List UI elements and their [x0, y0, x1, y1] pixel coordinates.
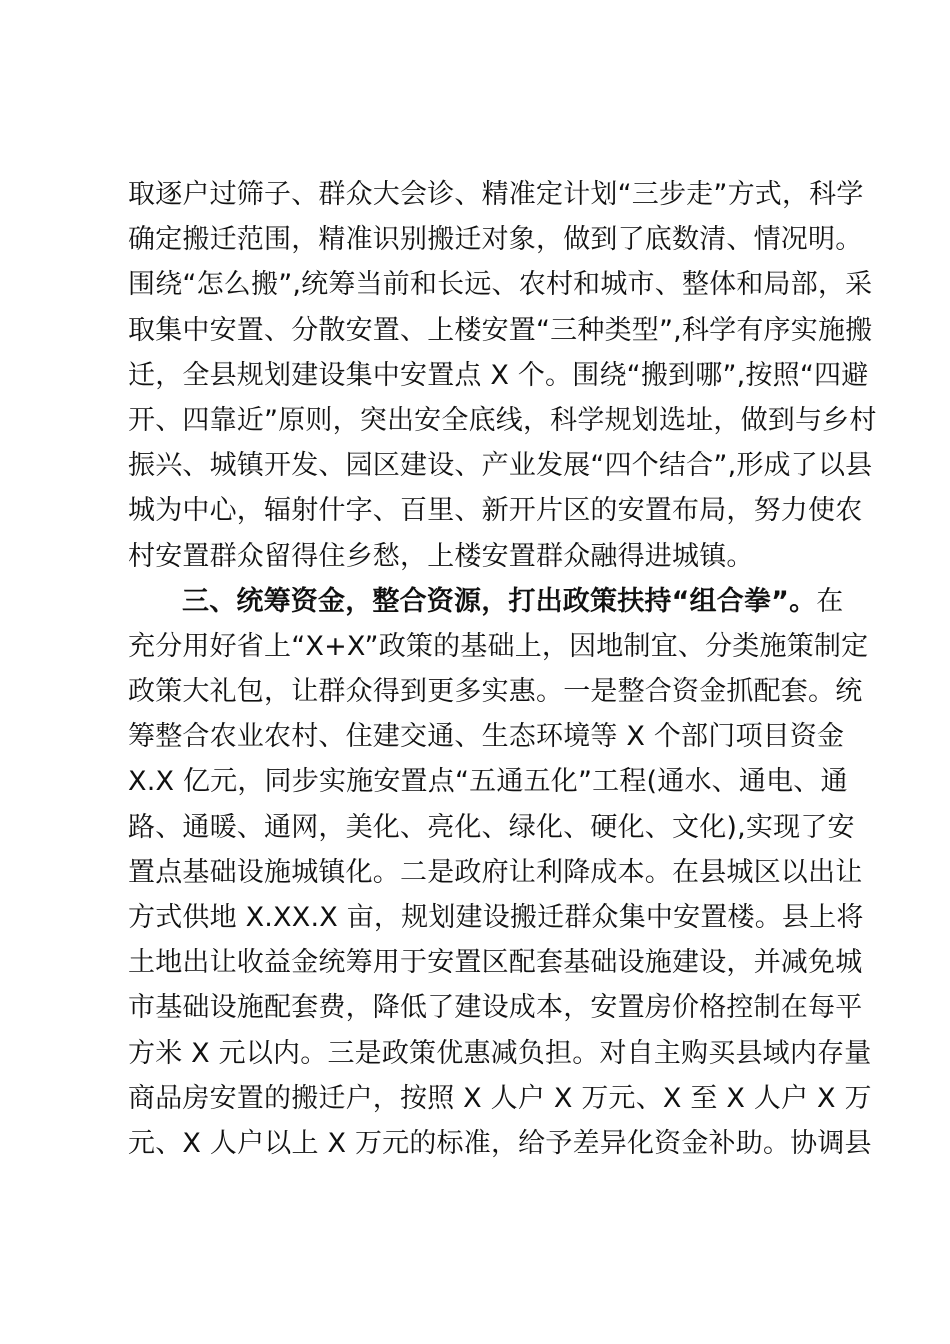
paragraph-line: 土地出让收益金统筹用于安置区配套基础设施建设，并减免城 [128, 947, 863, 979]
paragraph-line: 村安置群众留得住乡愁，上楼安置群众融得进城镇。 [128, 540, 754, 572]
paragraph-line: 取逐户过筛子、群众大会诊、精准定计划“三步走”方式，科学 [128, 179, 864, 210]
paragraph-line: 筹整合农业农村、住建交通、生态环境等 X 个部门项目资金 [128, 721, 845, 753]
section-heading-line [128, 579, 844, 624]
paragraph-line: 取集中安置、分散安置、上楼安置“三种类型”,科学有序实施搬 [128, 314, 873, 346]
paragraph-line: 迁，全县规划建设集中安置点 X 个。围绕“搬到哪”,按照“四避 [128, 359, 869, 391]
paragraph-line: X.X 亿元，同步实施安置点“五通五化”工程(通水、通电、通 [128, 766, 848, 798]
paragraph-line: 置点基础设施城镇化。二是政府让利降成本。在县城区以出让 [128, 856, 863, 888]
paragraph-line: 开、四靠近”原则，突出安全底线，科学规划选址，做到与乡村 [128, 404, 877, 436]
body-text [128, 172, 877, 1166]
paragraph-line: 确定搬迁范围，精准识别搬迁对象，做到了底数清、情况明。 [128, 224, 863, 256]
paragraph-line: 围绕“怎么搬”,统筹当前和长远、农村和城市、整体和局部，采 [128, 269, 873, 301]
paragraph-line: 城为中心，辐射什字、百里、新开片区的安置布局，努力使农 [128, 495, 863, 527]
paragraph-line: 方米 X 元以内。三是政策优惠减负担。对自主购买县域内存量 [128, 1037, 872, 1069]
paragraph-line: 振兴、城镇开发、园区建设、产业发展“四个结合”,形成了以县 [128, 450, 873, 482]
paragraph-line: 政策大礼包，让群众得到更多实惠。一是整合资金抓配套。统 [128, 676, 863, 708]
paragraph-line: 方式供地 X.XX.X 亩，规划建设搬迁群众集中安置楼。县上将 [128, 902, 864, 933]
paragraph-line: 商品房安置的搬迁户，按照 X 人户 X 万元、X 至 X 人户 X 万 [128, 1082, 872, 1114]
paragraph-line: 充分用好省上“X+X”政策的基础上，因地制宜、分类施策制定 [128, 630, 869, 662]
paragraph-text: 在 [816, 585, 844, 617]
paragraph-line: 市基础设施配套费，降低了建设成本，安置房价格控制在每平 [128, 992, 863, 1024]
paragraph-line: 元、X 人户以上 X 万元的标准，给予差异化资金补助。协调县 [128, 1127, 872, 1159]
section-heading: 三、统筹资金，整合资源，打出政策扶持“组合拳”。 [182, 585, 817, 617]
paragraph-line: 路、通暖、通网，美化、亮化、绿化、硬化、文化),实现了安 [128, 811, 855, 843]
